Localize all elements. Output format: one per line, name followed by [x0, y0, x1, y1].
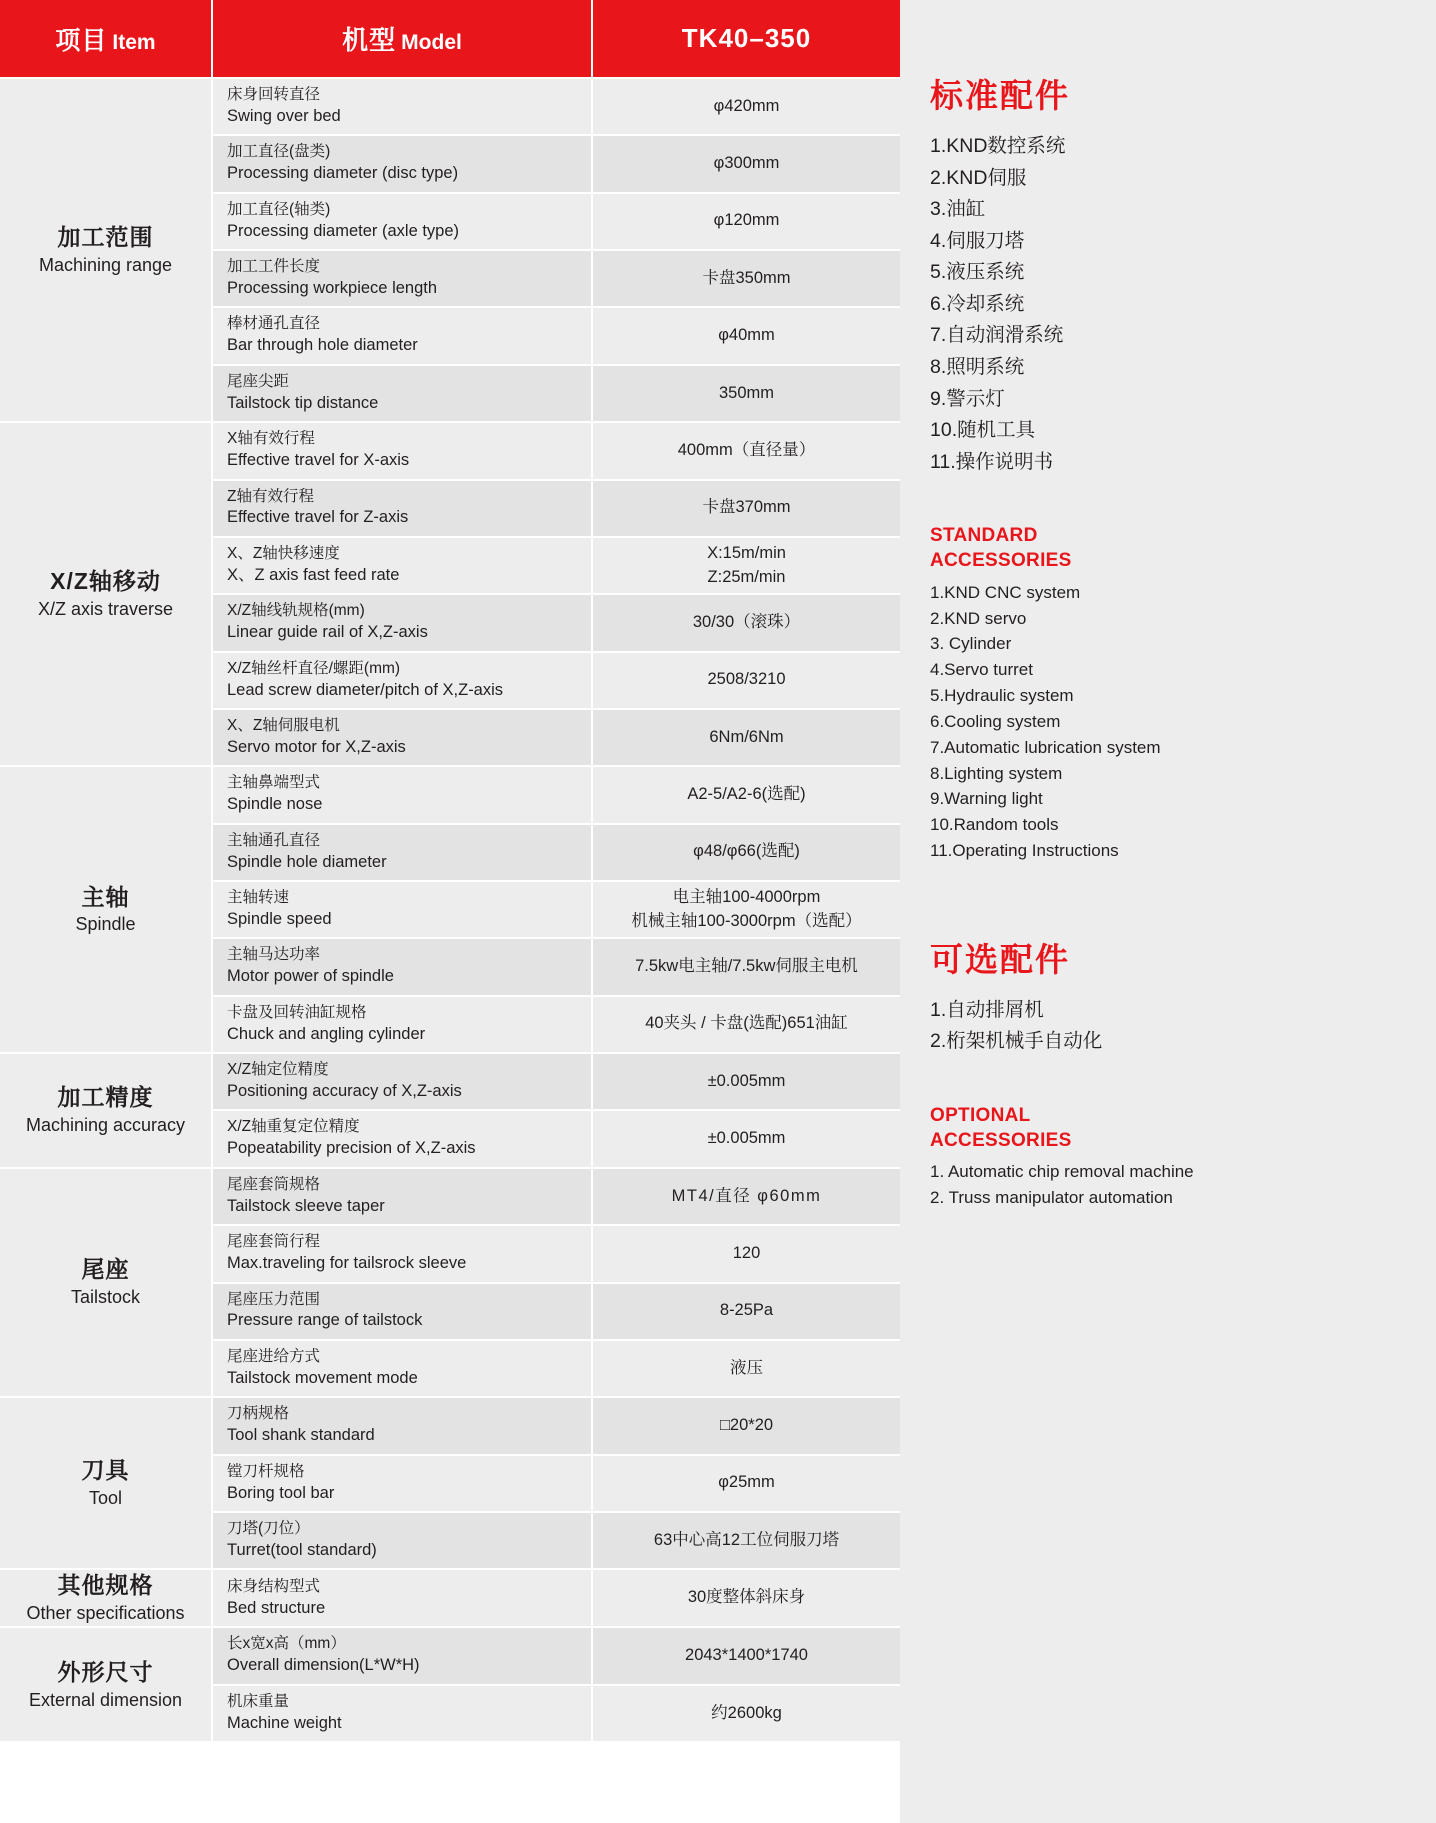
spec-value: 液压 [592, 1340, 900, 1397]
spec-name: 尾座尖距 Tailstock tip distance [212, 365, 592, 422]
spec-value: 2508/3210 [592, 652, 900, 709]
spec-value: φ300mm [592, 135, 900, 192]
group-label-spindle [0, 766, 212, 1053]
optional-accessories-list-en [930, 1159, 1436, 1211]
table-row [0, 1053, 900, 1110]
standard-accessories-title-en-line2: ACCESSORIES [930, 550, 1072, 572]
list-item: 10.Random tools [930, 815, 1059, 835]
spec-name: 主轴鼻端型式 Spindle nose [212, 766, 592, 823]
spec-name: 主轴转速 Spindle speed [212, 881, 592, 938]
spec-name: 刀柄规格 Tool shank standard [212, 1397, 592, 1454]
list-item: 3. Cylinder [930, 634, 1012, 654]
group-label-en: Tool [88, 1487, 123, 1508]
group-label-cn: 主轴 [81, 883, 130, 910]
table-row [0, 766, 900, 823]
spec-name: X/Z轴定位精度 Positioning accuracy of X,Z-axis [212, 1053, 592, 1110]
spec-name: 加工直径(盘类) Processing diameter (disc type) [212, 135, 592, 192]
spec-name: 尾座套筒行程 Max.traveling for tailsrock sleeve [212, 1225, 592, 1282]
spec-table-body [0, 78, 900, 1741]
standard-accessories-title-cn: 标准配件 [930, 77, 1070, 114]
list-item: 7.Automatic lubrication system [930, 737, 1161, 757]
spec-value: φ48/φ66(选配) [592, 824, 900, 881]
standard-accessories-title-en [930, 524, 1436, 573]
spec-name: X轴有效行程 Effective travel for X-axis [212, 422, 592, 479]
group-label-cn: 尾座 [81, 1256, 130, 1283]
list-item: 9.Warning light [930, 789, 1043, 809]
spec-value: 6Nm/6Nm [592, 709, 900, 766]
list-item: 1.KND CNC system [930, 582, 1081, 602]
spec-value: 电主轴100-4000rpm 机械主轴100-3000rpm（选配） [592, 881, 900, 938]
spec-name: X、Z轴快移速度 X、Z axis fast feed rate [212, 537, 592, 594]
table-row [0, 78, 900, 135]
spec-value: ±0.005mm [592, 1110, 900, 1167]
group-label-cn: 其他规格 [57, 1572, 154, 1599]
optional-accessories-title-cn: 可选配件 [930, 940, 1070, 978]
spec-value: 8-25Pa [592, 1283, 900, 1340]
spec-name: 尾座进给方式 Tailstock movement mode [212, 1340, 592, 1397]
table-row [0, 1569, 900, 1627]
spec-name: 尾座套筒规格 Tailstock sleeve taper [212, 1168, 592, 1225]
list-item: 8.照明系统 [930, 356, 1025, 379]
group-label-en: Tailstock [70, 1287, 141, 1308]
spec-value: φ120mm [592, 193, 900, 250]
group-label-cn: 加工范围 [57, 224, 154, 250]
spec-value: 卡盘350mm [592, 250, 900, 307]
table-row [0, 1627, 900, 1684]
standard-accessories-list-cn [930, 131, 1436, 478]
group-label-tool [0, 1397, 212, 1569]
spec-value: 350mm [592, 365, 900, 422]
spec-value: 30/30（滚珠） [592, 594, 900, 651]
spec-value: 约2600kg [592, 1685, 900, 1741]
list-item: 6.冷却系统 [930, 292, 1025, 315]
spec-value: □20*20 [592, 1397, 900, 1454]
list-item: 10.随机工具 [930, 419, 1036, 442]
spec-value: φ25mm [592, 1455, 900, 1512]
spec-value: φ420mm [592, 78, 900, 135]
list-item: 7.自动润滑系统 [930, 324, 1064, 347]
group-label-en: Other specifications [26, 1603, 185, 1624]
table-row [0, 1397, 900, 1454]
spec-name: X/Z轴丝杆直径/螺距(mm) Lead screw diameter/pitch of X,Z-axis [212, 652, 592, 709]
optional-accessories-title-en-line2: ACCESSORIES [930, 1129, 1072, 1151]
list-item: 11.操作说明书 [930, 450, 1054, 473]
list-item: 2.KND伺服 [930, 166, 1027, 189]
standard-accessories-title-en-line1: STANDARD [930, 525, 1038, 547]
spec-name: 主轴马达功率 Motor power of spindle [212, 938, 592, 995]
spec-value: 30度整体斜床身 [592, 1569, 900, 1627]
spec-name: 主轴通孔直径 Spindle hole diameter [212, 824, 592, 881]
table-row [0, 422, 900, 479]
list-item: 1.自动排屑机 [930, 998, 1044, 1021]
group-label-other-specifications [0, 1569, 212, 1627]
group-label-machining-accuracy [0, 1053, 212, 1168]
list-item: 1. Automatic chip removal machine [930, 1162, 1194, 1182]
header-item-en: Item [112, 30, 156, 54]
group-label-cn: 外形尺寸 [57, 1658, 154, 1685]
spec-value: φ40mm [592, 307, 900, 364]
header-model-cn: 机型 [342, 25, 397, 55]
spec-name: X、Z轴伺服电机 Servo motor for X,Z-axis [212, 709, 592, 766]
list-item: 9.警示灯 [930, 387, 1005, 410]
header-item-cn: 项目 [55, 26, 108, 55]
spec-value: 120 [592, 1225, 900, 1282]
group-label-tailstock [0, 1168, 212, 1397]
accessories-panel [900, 0, 1436, 1823]
header-model [212, 0, 592, 78]
group-label-en: External dimension [28, 1689, 183, 1710]
list-item: 2. Truss manipulator automation [930, 1188, 1173, 1208]
list-item: 6.Cooling system [930, 711, 1061, 731]
table-header-row [0, 0, 900, 78]
spec-name: 机床重量 Machine weight [212, 1685, 592, 1741]
spacer [930, 1058, 1436, 1104]
list-item: 11.Operating Instructions [930, 841, 1119, 861]
group-label-cn: X/Z轴移动 [50, 568, 161, 595]
optional-accessories-list-cn [930, 995, 1436, 1058]
spec-name: X/Z轴重复定位精度 Popeatability precision of X,Z-axis [212, 1110, 592, 1167]
spec-name: Z轴有效行程 Effective travel for Z-axis [212, 480, 592, 537]
list-item: 2.桁架机械手自动化 [930, 1030, 1103, 1053]
group-label-xz-traverse [0, 422, 212, 766]
group-label-cn: 加工精度 [57, 1084, 154, 1111]
optional-accessories-title-en [930, 1104, 1436, 1153]
header-model-en: Model [401, 31, 462, 54]
spec-name: 加工工件长度 Processing workpiece length [212, 250, 592, 307]
spec-value: 400mm（直径量） [592, 422, 900, 479]
table-row [0, 1168, 900, 1225]
spec-name: 棒材通孔直径 Bar through hole diameter [212, 307, 592, 364]
spec-name: 刀塔(刀位） Turret(tool standard) [212, 1512, 592, 1569]
spec-value: MT4/直径 φ60mm [592, 1168, 900, 1225]
spec-value: X:15m/min Z:25m/min [592, 537, 900, 594]
spec-name: X/Z轴线轨规格(mm) Linear guide rail of X,Z-axis [212, 594, 592, 651]
list-item: 8.Lighting system [930, 763, 1063, 783]
spec-value: ±0.005mm [592, 1053, 900, 1110]
spec-name: 尾座压力范围 Pressure range of tailstock [212, 1283, 592, 1340]
spec-name: 卡盘及回转油缸规格 Chuck and angling cylinder [212, 996, 592, 1053]
spec-value: 2043*1400*1740 [592, 1627, 900, 1684]
spacer [930, 478, 1436, 524]
spec-value: 卡盘370mm [592, 480, 900, 537]
list-item: 4.Servo turret [930, 660, 1033, 680]
spec-name: 床身结构型式 Bed structure [212, 1569, 592, 1627]
group-label-cn: 刀具 [81, 1457, 130, 1484]
list-item: 1.KND数控系统 [930, 135, 1066, 157]
group-label-en: Machining accuracy [25, 1115, 186, 1136]
spec-name: 加工直径(轴类) Processing diameter (axle type) [212, 193, 592, 250]
spec-value: A2-5/A2-6(选配) [592, 766, 900, 823]
group-label-en: X/Z axis traverse [37, 598, 174, 619]
list-item: 4.伺服刀塔 [930, 229, 1025, 252]
spec-name: 镗刀杆规格 Boring tool bar [212, 1455, 592, 1512]
header-model-value: TK40–350 [592, 0, 900, 78]
group-label-external-dimension [0, 1627, 212, 1741]
standard-accessories-list-en [930, 580, 1436, 864]
group-label-en: Spindle [75, 914, 136, 935]
spacer [930, 864, 1436, 934]
list-item: 5.液压系统 [930, 261, 1025, 284]
spec-value: 7.5kw电主轴/7.5kw伺服主电机 [592, 938, 900, 995]
group-label-machining-range [0, 78, 212, 422]
list-item: 5.Hydraulic system [930, 686, 1074, 706]
spec-value: 40夹头 / 卡盘(选配)651油缸 [592, 996, 900, 1053]
header-item [0, 0, 212, 78]
group-label-en: Machining range [38, 254, 173, 275]
spec-name: 长x宽x高（mm） Overall dimension(L*W*H) [212, 1627, 592, 1684]
list-item: 3.油缸 [930, 198, 986, 221]
optional-accessories-title-en-line1: OPTIONAL [930, 1105, 1031, 1126]
spec-value: 63中心高12工位伺服刀塔 [592, 1512, 900, 1569]
spec-name: 床身回转直径 Swing over bed [212, 78, 592, 135]
list-item: 2.KND servo [930, 608, 1027, 628]
